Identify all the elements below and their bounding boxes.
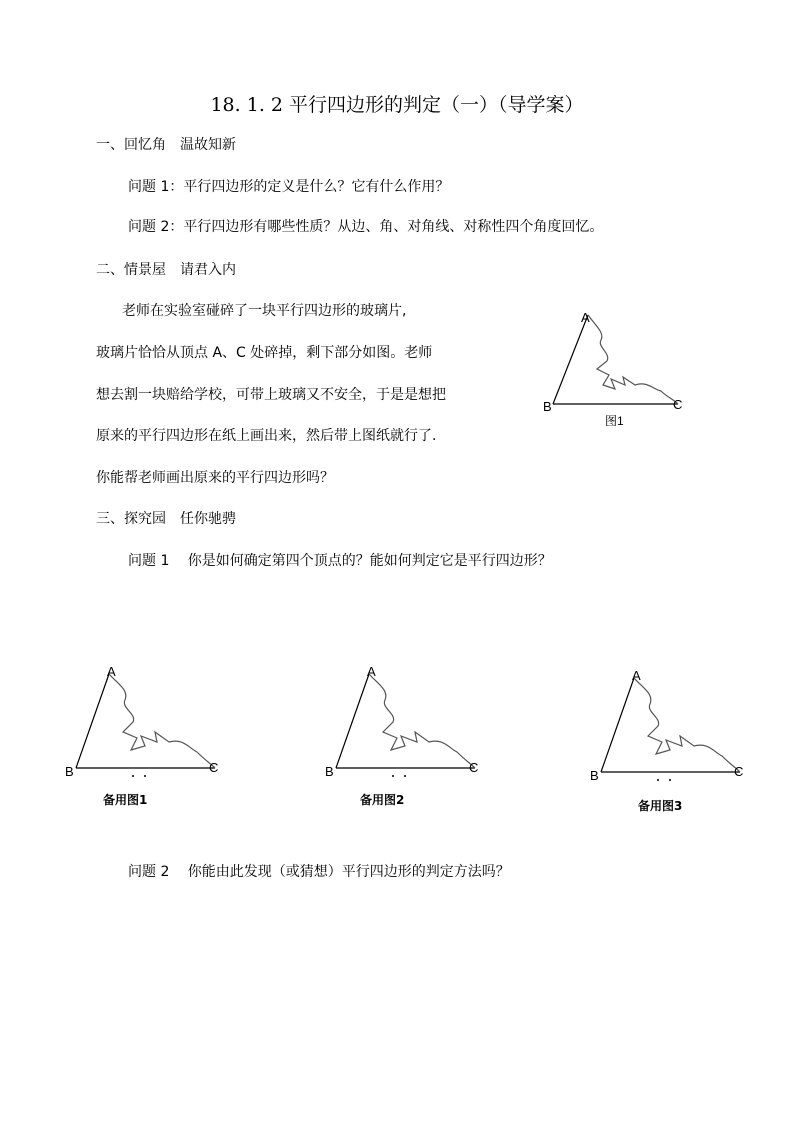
spare-figure-2 xyxy=(323,660,483,785)
spare-figure-1 xyxy=(63,660,223,785)
vertex-a-label: A xyxy=(632,668,641,683)
story-line-5: 你能帮老师画出原来的平行四边形吗？ xyxy=(96,470,334,486)
vertex-c-label: C xyxy=(469,760,479,775)
jagged-edge xyxy=(588,315,678,404)
story-line-4: 原来的平行四边形在纸上画出来，然后带上图纸就行了. xyxy=(96,428,437,444)
spare-figure-2-caption: 备用图2 xyxy=(360,793,405,807)
broken-glass-figure-1 xyxy=(535,305,695,435)
vertex-a-label: A xyxy=(107,664,116,679)
story-line-1: 老师在实验室碰碎了一块平行四边形的玻璃片, xyxy=(122,303,407,319)
spare-figure-3 xyxy=(588,664,748,789)
vertex-b-label: B xyxy=(65,764,74,779)
vertex-c-label: C xyxy=(209,760,219,775)
section2-heading: 二、情景屋 请君入内 xyxy=(96,262,236,278)
spare-figure-3-caption: 备用图3 xyxy=(638,799,683,813)
section3-question2: 问题 2 你能由此发现（或猜想）平行四边形的判定方法吗？ xyxy=(128,864,510,880)
vertex-a-label: A xyxy=(367,664,376,679)
figure-1-caption: 图1 xyxy=(605,414,624,428)
page-title: 18. 1. 2 平行四边形的判定（一）（导学案） xyxy=(210,94,584,116)
vertex-b-label: B xyxy=(590,768,599,783)
edge-ab xyxy=(553,315,588,404)
vertex-b-label: B xyxy=(325,764,334,779)
section1-question2: 问题 2：平行四边形有哪些性质？从边、角、对角线、对称性四个角度回忆。 xyxy=(128,219,604,235)
vertex-b-label: B xyxy=(543,399,552,414)
spare-figure-1-caption: 备用图1 xyxy=(103,793,148,807)
section1-question1: 问题 1：平行四边形的定义是什么？它有什么作用？ xyxy=(128,179,450,195)
vertex-a-label: A xyxy=(581,310,590,325)
story-line-3: 想去割一块赔给学校，可带上玻璃又不安全，于是是想把 xyxy=(96,387,446,403)
vertex-c-label: C xyxy=(734,764,744,779)
section1-heading: 一、回忆角 温故知新 xyxy=(96,137,236,153)
section3-heading: 三、探究园 任你驰骋 xyxy=(96,511,236,527)
story-line-2: 玻璃片恰恰从顶点 A、C 处碎掉，剩下部分如图。老师 xyxy=(96,345,433,361)
vertex-c-label: C xyxy=(673,397,683,412)
section3-question1: 问题 1 你是如何确定第四个顶点的？能如何判定它是平行四边形？ xyxy=(128,553,552,569)
